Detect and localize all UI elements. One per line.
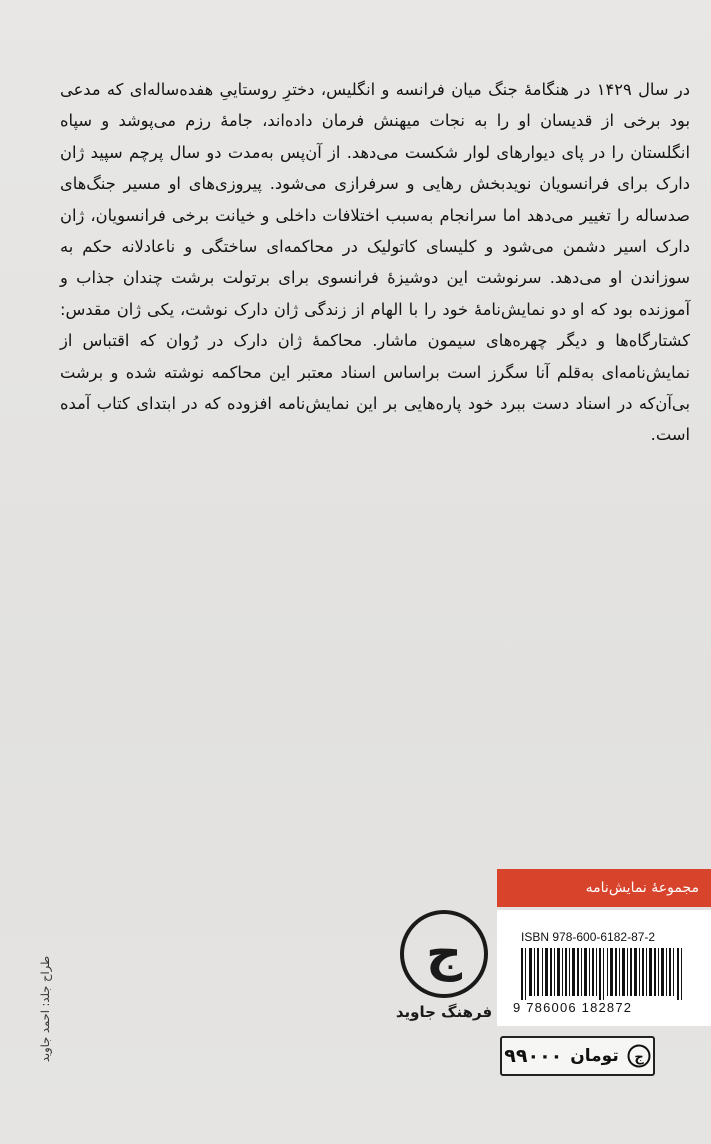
publisher-logo-glyph: ج [425,924,463,982]
isbn-text: ISBN 978-600-6182-87-2 [521,930,656,944]
barcode-icon [521,948,687,1000]
barcode-panel [497,910,711,1026]
barcode-digits: 9 786006 182872 [513,1000,633,1015]
cover-designer-credit: طراح جلد: احمد جاوید [38,955,52,1063]
price-logo-glyph: ج [634,1050,644,1065]
price-tag [500,1036,655,1076]
synopsis-text-block [60,74,690,451]
price-amount: ۹۹۰۰۰ [504,1045,563,1067]
publisher-name: فرهنگ جاوید [395,1003,493,1021]
price-currency: تومان [570,1046,619,1066]
series-label-banner [497,869,711,907]
series-label: مجموعهٔ نمایش‌نامه [585,880,699,896]
price-logo-icon [627,1044,651,1068]
synopsis-paragraph: در سال ۱۴۲۹ در هنگامهٔ جنگ میان فرانسه و انگلیس، دخترِ روستاییِ هفده‌ساله‌ای که مدعی بود برخی از قدیسان او را به نجات میهنش فرمان داده‌اند، جامهٔ رزم می‌پوشد و سپاه انگلستان را در پای دیوارهای لوار شکست می‌دهد. از آن‌پس به‌مدت دو سال پرچم سپید ژان دارک برای فرانسویان نویدبخش رهایی و سرفرازی می‌شود. پیروزی‌های او مسیر جنگ‌های صدساله را تغییر می‌دهد اما سرانجام به‌سبب اختلافات داخلی و خیانت برخی فرانسویان، ژان دارک اسیر دشمن می‌شود و کلیسای کاتولیک در محاکمه‌ای ساختگی و ناعادلانه حکم به سوزاندن او می‌دهد. سرنوشت این دوشیزهٔ فرانسوی برای برتولت برشت چندان جذاب و آموزنده بود که او دو نمایش‌نامهٔ خود را با الهام از زندگی ژان دارک نوشت، یکی ژان مقدس: کشتارگاه‌ها و دیگر چهره‌های سیمون ماشار. محاکمهٔ ژان دارک در رُوان که اقتباس از نمایش‌نامه‌ای به‌قلم آنا سگرز است براساس اسناد معتبر این محاکمه نوشته شده و برشت بی‌آن‌که در اسناد دست ببرد خود پاره‌هایی بر این نمایش‌نامه افزوده که در ابتدای کتاب آمده است. [60,80,690,445]
publisher-logo-icon [398,908,490,1000]
